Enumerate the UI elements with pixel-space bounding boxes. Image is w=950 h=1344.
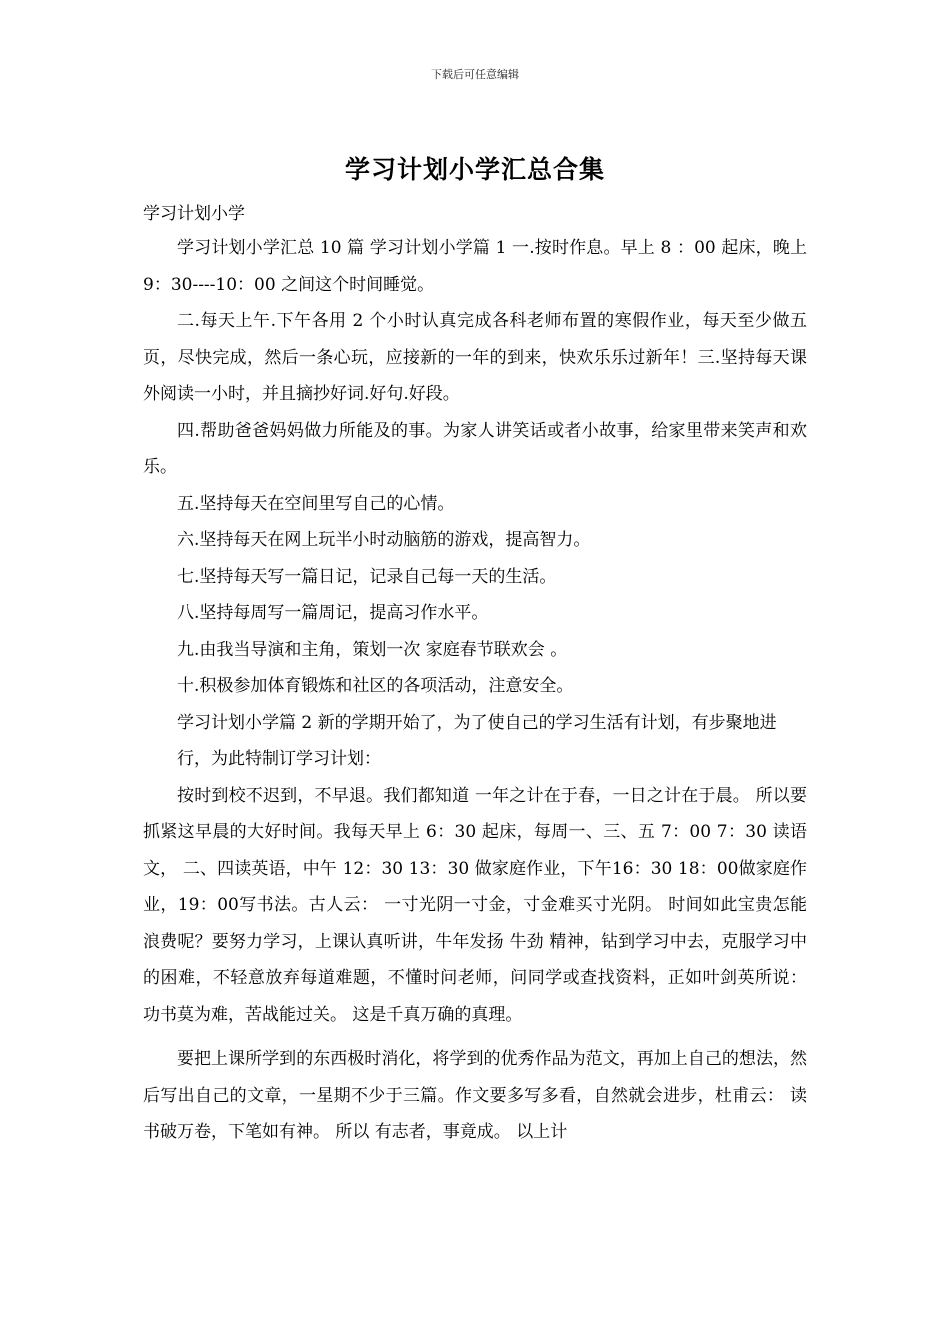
document-subtitle: 学习计划小学 — [143, 204, 245, 224]
paragraph: 学习计划小学汇总 10 篇 学习计划小学篇 1 一.按时作息。早上 8 ：00 起床，晚上 9：30----10：00 之间这个时间睡觉。 — [143, 238, 807, 295]
document-title: 学习计划小学汇总合集 — [344, 155, 605, 184]
paragraph: 八.坚持每周写一篇周记，提高习作水平。 — [177, 603, 489, 623]
paragraph: 四.帮助爸爸妈妈做力所能及的事。为家人讲笑话或者小故事，给家里带来笑声和欢乐。 — [143, 420, 807, 477]
paragraph: 九.由我当导演和主角，策划一次 家庭春节联欢会 。 — [177, 639, 568, 660]
paragraph: 七.坚持每天写一篇日记，记录自己每一天的生活。 — [177, 566, 557, 587]
paragraph: 五.坚持每天在空间里写自己的心情。 — [177, 493, 455, 514]
paragraph: 行，为此特制订学习计划： — [177, 749, 381, 769]
page-header-note: 下载后可任意编辑 — [431, 68, 519, 81]
paragraph: 按时到校不迟到，不早退。我们都知道 一年之计在于春，一日之计在于晨。 所以要抓紧这早晨的大好时间。我每天早上 6：30 起床，每周一、三、五 7：00 7：30 读语文， 二、四读英语，中午 12：30 13：30 做家庭作业，下午16：30 18：00做家庭作业，19：00写书法。古人云： 一寸光阴一寸金，寸金难买寸光阴。 时间如此宝贵怎能浪费呢？要努力学习，上课认真听讲，牛年发扬 牛劲 精神，钻到学习中去，克服学习中的困难，不轻意放弃每道难题，不懂时问老师，问同学或查找资料，正如叶剑英所说： 功书莫为难，苦战能过关。 这是千真万确的真理。 — [143, 785, 807, 1025]
document-body — [143, 230, 807, 1151]
paragraph: 要把上课所学到的东西极时消化，将学到的优秀作品为范文，再加上自己的想法，然后写出自己的文章，一星期不少于三篇。作文要多写多看，自然就会进步，杜甫云： 读书破万卷，下笔如有神。 所以 有志者，事竟成。 以上计 — [143, 1049, 807, 1142]
paragraph: 六.坚持每天在网上玩半小时动脑筋的游戏，提高智力。 — [177, 530, 591, 550]
paragraph: 二.每天上午.下午各用 2 个小时认真完成各科老师布置的寒假作业，每天至少做五页，尽快完成，然后一条心玩，应接新的一年的到来，快欢乐乐过新年！三.坚持每天课外阅读一小时，并且摘抄好词.好句.好段。 — [143, 311, 807, 404]
paragraph: 学习计划小学篇 2 新的学期开始了，为了使自己的学习生活有计划，有步聚地进 — [177, 712, 777, 733]
paragraph: 十.积极参加体育锻炼和社区的各项活动，注意安全。 — [177, 676, 574, 696]
